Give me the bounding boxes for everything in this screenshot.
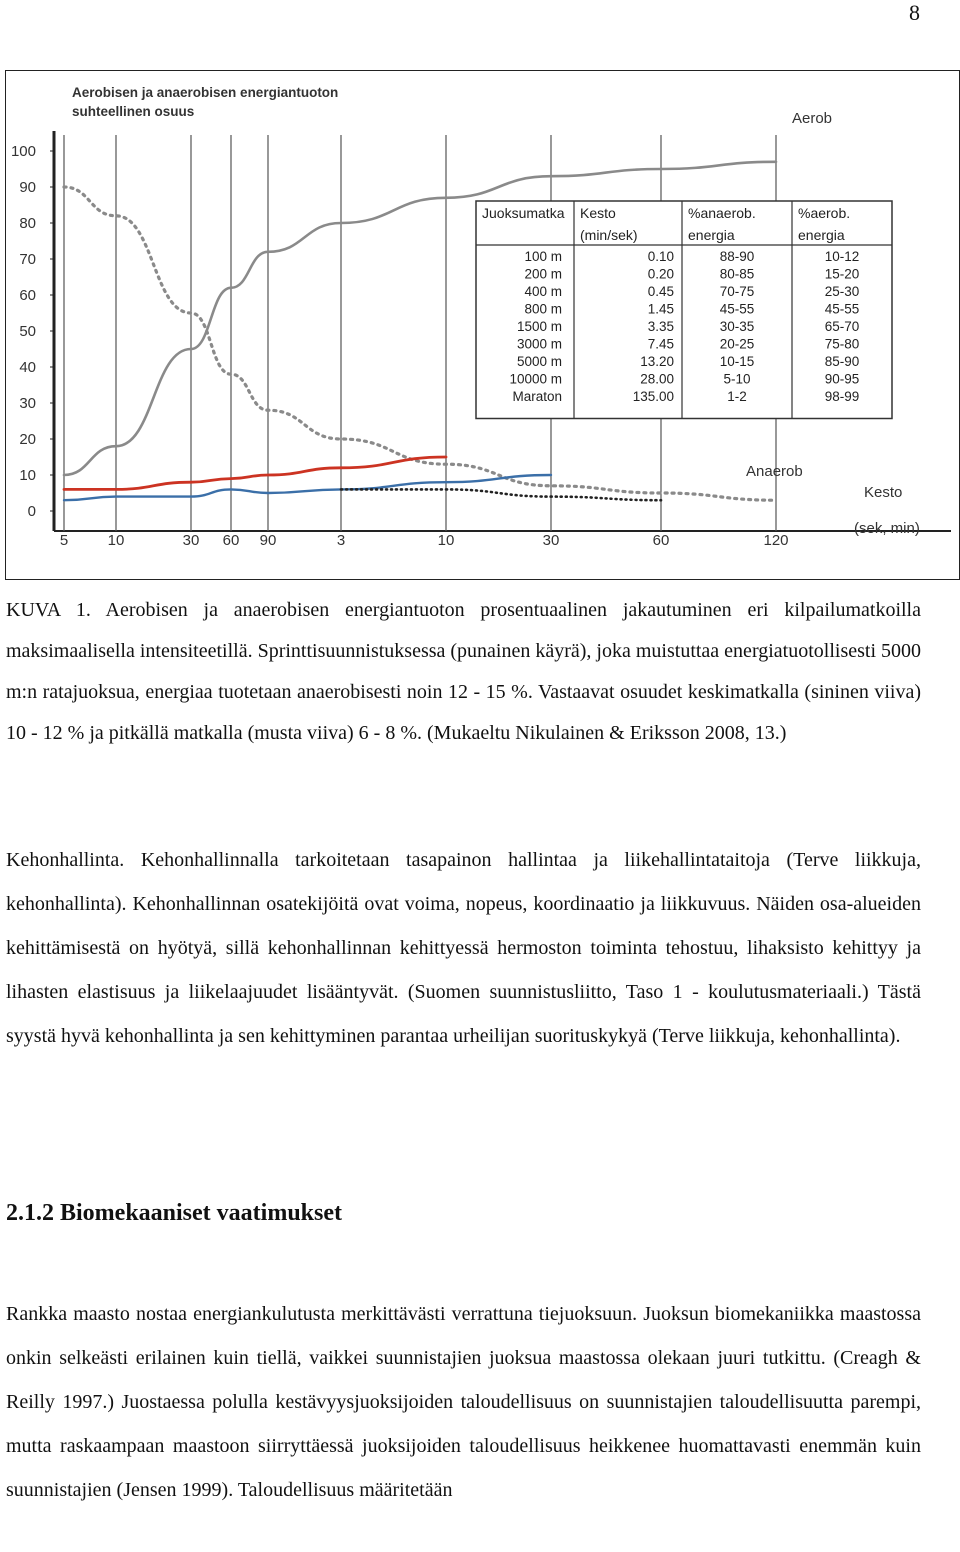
table-cell: 400 m — [524, 284, 562, 299]
y-tick-label: 100 — [10, 143, 36, 160]
anaerob-label: Anaerob — [746, 463, 803, 480]
table-cell: 135.00 — [632, 389, 674, 404]
energy-chart — [6, 71, 959, 579]
table-header: energia — [688, 227, 735, 243]
x-tick-label: 30 — [542, 532, 560, 549]
table-cell: 30-35 — [719, 319, 755, 334]
y-tick-label: 40 — [19, 359, 36, 376]
paragraph-biomekaaniset: Rankka maasto nostaa energiankulutusta merkittävästi verrattuna tiejuoksuun. Juoksun biomekaniikka maastossa onkin selkeästi erilainen kuin tiellä, vaikkei suunnistajien juoksua maastossa olekaan juuri tutkittu. (Creagh & Reilly 1997.) Juostaessa polulla kestävyysjuoksijoiden taloudellisuus on suunnistajien taloudellisuutta parempi, mutta raskaampaan maastoon siirryttäessä juoksijoiden taloudellisuus heikkenee huomattavasti enemmän kuin suunnistajien (Jensen 1999). Taloudellisuus määritetään — [6, 1303, 921, 1501]
x-tick-label: 120 — [763, 532, 789, 549]
y-tick-label: 50 — [19, 323, 36, 340]
table-cell: 1500 m — [516, 319, 562, 334]
table-cell: 75-80 — [824, 336, 860, 352]
distance-table — [476, 201, 892, 419]
table-cell: 7.45 — [647, 336, 674, 352]
table-cell: 65-70 — [824, 319, 860, 334]
table-cell: 1.45 — [647, 301, 674, 317]
table-header: %aerob. — [798, 205, 851, 221]
x-tick-label: 3 — [336, 532, 346, 549]
table-cell: 0.20 — [647, 266, 674, 282]
figure-caption: KUVA 1. Aerobisen ja anaerobisen energiantuoton prosentuaalinen jakautuminen eri kilpailumatkoilla maksimaalisella intensiteetillä. Sprinttisuunnistuksessa (punainen käyrä), joka muistuttaa energiatuotollisesti 5000 m:n ratajuoksua, energiaa tuotetaan anaerobisesti noin 12 - 15 %. Vastaavat osuudet keskimatkalla (sininen viiva) 10 - 12 % ja pitkällä matkalla (musta viiva) 6 - 8 %. (Mukaeltu Nikulainen & Eriksson 2008, 13.) — [6, 599, 922, 744]
table-header: Juoksumatka — [482, 205, 565, 221]
table-cell: 10000 m — [509, 371, 562, 387]
table-header: %anaerob. — [688, 205, 756, 221]
kesto-label: Kesto — [864, 484, 903, 501]
table-cell: 200 m — [524, 266, 562, 282]
chart-title-line1: Aerobisen ja anaerobisen energiantuoton — [72, 85, 339, 100]
x-tick-label: 5 — [59, 532, 69, 549]
y-tick-label: 60 — [19, 287, 36, 304]
table-cell: 3000 m — [516, 336, 562, 352]
y-tick-label: 20 — [19, 431, 36, 448]
x-tick-label: 30 — [182, 532, 200, 549]
table-cell: 70-75 — [719, 284, 755, 299]
table-cell: 80-85 — [719, 266, 755, 282]
energy-figure — [5, 70, 960, 580]
series-line-4 — [341, 489, 661, 500]
unit-label: (sek, min) — [854, 520, 920, 537]
x-tick-label: 10 — [107, 532, 125, 549]
table-cell: 88-90 — [719, 249, 755, 264]
table-cell: 20-25 — [719, 336, 755, 352]
y-tick-label: 0 — [27, 503, 36, 520]
table-cell: 5000 m — [516, 354, 562, 369]
chart-title-line2: suhteellinen osuus — [72, 104, 195, 119]
table-cell: 3.35 — [647, 319, 674, 334]
y-tick-label: 70 — [19, 251, 36, 268]
table-cell: 0.45 — [647, 284, 674, 299]
y-tick-label: 10 — [19, 467, 36, 484]
paragraph-kehonhallinta: Kehonhallinta. Kehonhallinnalla tarkoitetaan tasapainon hallintaa ja liikehallintataitoja (Terve liikkuja, kehonhallinta). Kehonhallinnan osatekijöitä ovat voima, nopeus, koordinaatio ja liikkuvuus. Näiden osa-alueiden kehittämisestä on hyötyä, sillä kehonhallinnan kehittyessä hermoston toiminta tehostuu, lihaksisto kehittyy ja lihasten elastisuus ja liikelaajuudet lisääntyvät. (Suomen suunnistusliitto, Taso 1 - koulutusmateriaali.) Tästä syystä hyvä kehonhallinta ja sen kehittyminen parantaa urheilijan suorituskykyä (Terve liikkuja, kehonhallinta). — [6, 849, 921, 1047]
y-tick-label: 80 — [19, 215, 36, 232]
table-cell: 90-95 — [824, 371, 860, 387]
table-cell: 800 m — [524, 301, 562, 317]
table-cell: 1-2 — [727, 389, 747, 404]
table-cell: 100 m — [524, 249, 562, 264]
table-cell: 5-10 — [723, 371, 751, 387]
table-cell: 28.00 — [640, 371, 674, 387]
table-cell: 10-15 — [719, 354, 755, 369]
x-tick-label: 60 — [222, 532, 240, 549]
table-cell: 45-55 — [824, 301, 860, 317]
x-tick-label: 10 — [437, 532, 455, 549]
table-cell: Maraton — [512, 389, 562, 404]
aerob-label: Aerob — [792, 110, 833, 127]
table-cell: 98-99 — [824, 389, 860, 404]
y-tick-label: 90 — [19, 179, 36, 196]
y-tick-label: 30 — [19, 395, 36, 412]
table-cell: 15-20 — [824, 266, 860, 282]
table-cell: 0.10 — [647, 249, 674, 264]
table-header: (min/sek) — [580, 227, 638, 243]
x-tick-label: 90 — [259, 532, 277, 549]
page-number: 8 — [909, 0, 920, 25]
table-cell: 85-90 — [824, 354, 860, 369]
table-cell: 25-30 — [824, 284, 860, 299]
table-cell: 13.20 — [640, 354, 674, 369]
table-cell: 10-12 — [824, 249, 860, 264]
table-header: energia — [798, 227, 845, 243]
x-tick-label: 60 — [652, 532, 670, 549]
series-line-2 — [64, 457, 446, 489]
table-cell: 45-55 — [719, 301, 755, 317]
table-header: Kesto — [580, 205, 616, 221]
section-heading: 2.1.2 Biomekaaniset vaatimukset — [6, 1200, 342, 1226]
